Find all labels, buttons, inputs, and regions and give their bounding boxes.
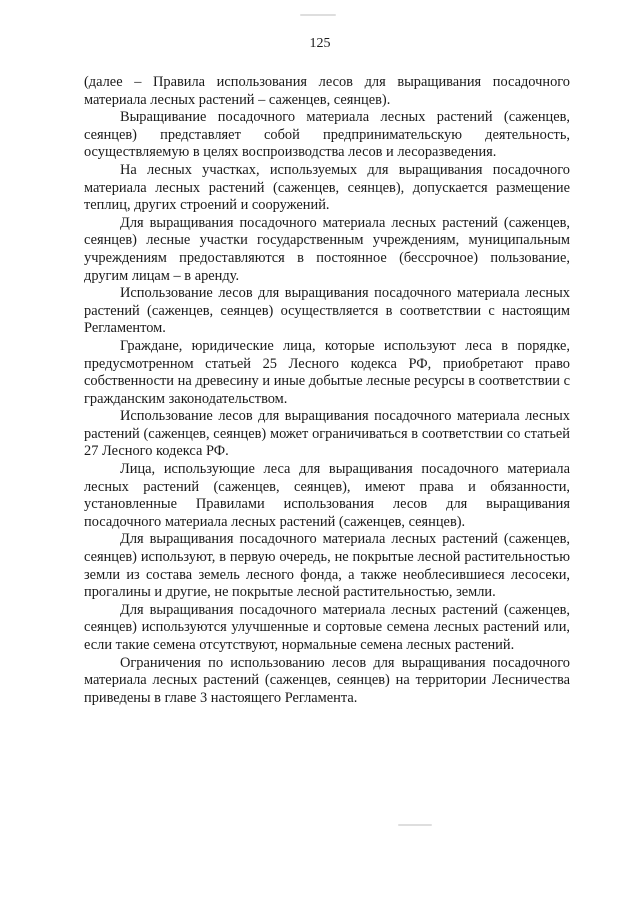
paragraph: Для выращивания посадочного материала лесных растений (саженцев, сеянцев) используют, в первую очередь, не покрытые лесной растительностью земли из состава земель лесного фонда, а также необлесившиеся лесосеки, прогалины и другие, не покрытые лесной растительностью, земли. (84, 531, 570, 601)
document-body (84, 74, 570, 707)
paragraph: Использование лесов для выращивания посадочного материала лесных растений (саженцев, сеянцев) может ограничиваться в соответствии со статьей 27 Лесного кодекса РФ. (84, 408, 570, 460)
paragraph: Лица, использующие леса для выращивания посадочного материала лесных растений (саженцев, сеянцев), имеют права и обязанности, установленные Правилами использования лесов для выращивания посадочного материала лесных растений (саженцев, сеянцев). (84, 461, 570, 530)
paragraph: Для выращивания посадочного материала лесных растений (саженцев, сеянцев) лесные участки государственным учреждениям, муниципальным учреждениям предоставляются в постоянное (бессрочное) пользование, другим лицам – в аренду. (84, 214, 570, 284)
paragraph: (далее – Правила использования лесов для выращивания посадочного материала лесных растений – саженцев, сеянцев). (84, 74, 570, 108)
paragraph: Ограничения по использованию лесов для выращивания посадочного материала лесных растений (саженцев, сеянцев) на территории Лесничества приведены в главе 3 настоящего Регламента. (84, 654, 570, 706)
paragraph: На лесных участках, используемых для выращивания посадочного материала лесных растений (саженцев, сеянцев), допускается размещение теплиц, других строений и сооружений. (84, 161, 570, 214)
paragraph: Для выращивания посадочного материала лесных растений (саженцев, сеянцев) используются улучшенные и сортовые семена лесных растений или, если такие семена отсутствуют, нормальные семена лесных растений. (84, 601, 570, 653)
page-number: 125 (309, 36, 331, 51)
scan-artifact-top (300, 14, 336, 16)
scan-artifact-bottom (398, 824, 432, 826)
paragraph: Выращивание посадочного материала лесных растений (саженцев, сеянцев) представляет собой предпринимательскую деятельность, осуществляемую в целях воспроизводства лесов и лесоразведения. (84, 109, 570, 161)
paragraph: Граждане, юридические лица, которые используют леса в порядке, предусмотренном статьей 25 Лесного кодекса РФ, приобретают право собственности на древесину и иные добытые лесные ресурсы в соответствии с гражданским законодательством. (84, 337, 570, 407)
paragraph: Использование лесов для выращивания посадочного материала лесных растений (саженцев, сеянцев) осуществляется в соответствии с настоящим Регламентом. (84, 285, 570, 337)
